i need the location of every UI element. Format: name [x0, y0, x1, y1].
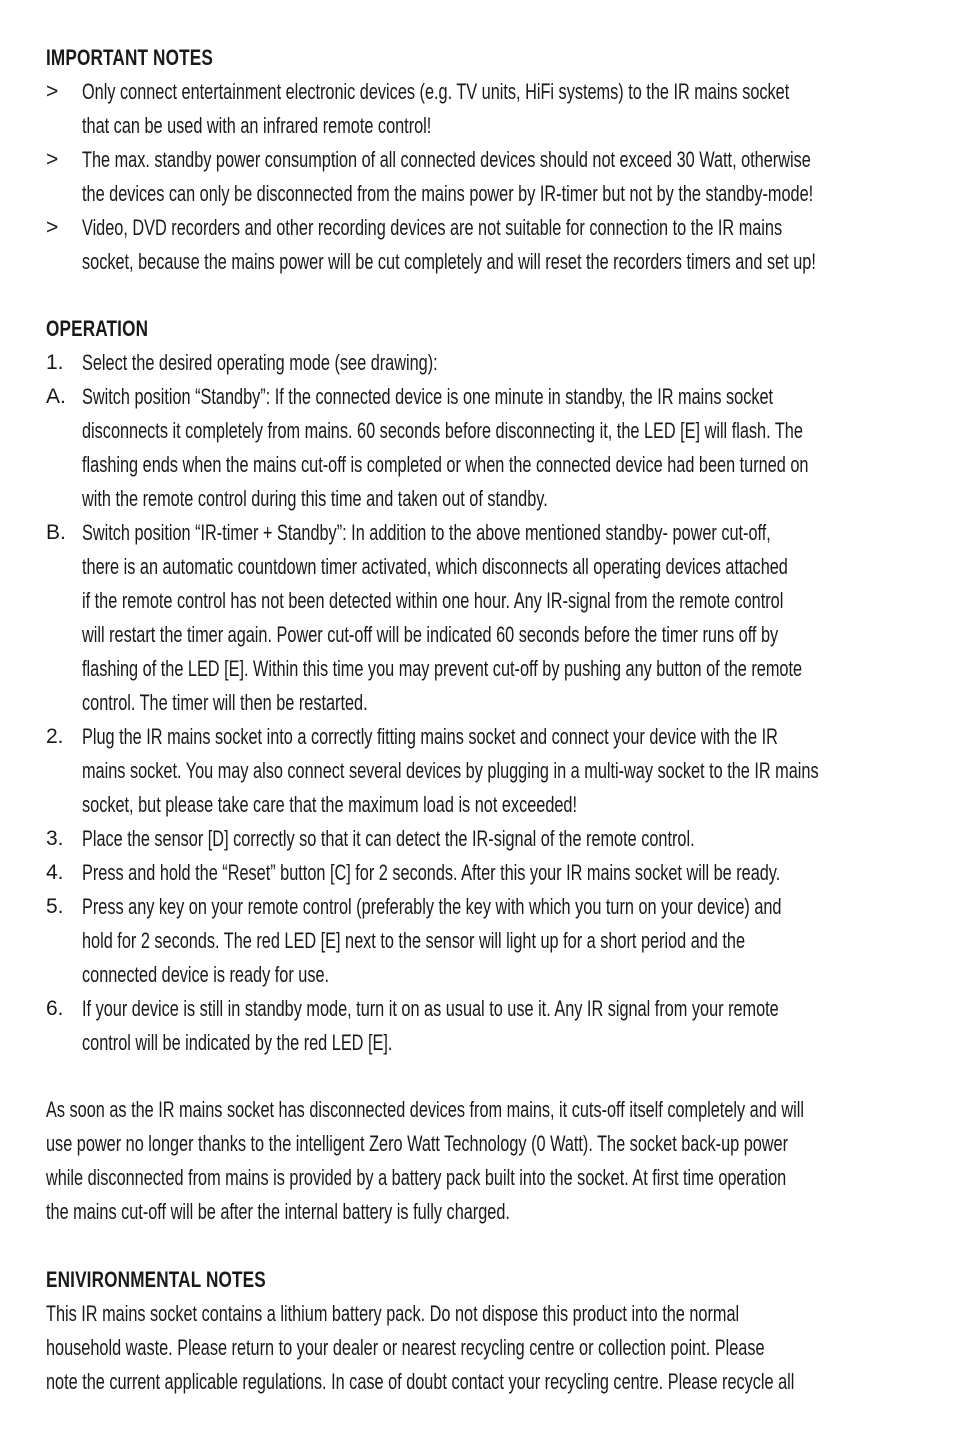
operation-heading: OPERATION — [46, 316, 149, 341]
text-line: use power no longer thanks to the intelligent Zero Watt Technology (0 Watt). The socket back-up power — [46, 1131, 789, 1156]
text-line: will restart the timer again. Power cut-off will be indicated 60 seconds before the timer runs off by — [82, 622, 779, 647]
text-line: Plug the IR mains socket into a correctly fitting mains socket and connect your device with the IR — [82, 724, 778, 749]
text-line: Switch position “IR-timer + Standby”: In addition to the above mentioned standby- power cut-off, — [82, 520, 771, 545]
list-item — [46, 856, 910, 890]
list-item — [46, 516, 910, 720]
list-marker: > — [46, 80, 59, 103]
list-marker: 1. — [46, 351, 64, 374]
list-marker: > — [46, 148, 59, 171]
list-item — [46, 890, 910, 992]
list-marker: A. — [46, 385, 66, 408]
list-marker: 5. — [46, 895, 64, 918]
text-line: household waste. Please return to your dealer or nearest recycling centre or collection point. Please — [46, 1335, 765, 1360]
text-line: As soon as the IR mains socket has disconnected devices from mains, it cuts-off itself completely and will — [46, 1097, 804, 1122]
text-line: while disconnected from mains is provided by a battery pack built into the socket. At first time operation — [46, 1165, 787, 1190]
text-line: socket, because the mains power will be cut completely and will reset the recorders timers and set up! — [82, 249, 816, 274]
section-spacer — [46, 1060, 910, 1093]
section-spacer — [46, 1229, 910, 1263]
text-line: flashing of the LED [E]. Within this time you may prevent cut-off by pushing any button of the remote — [82, 656, 803, 681]
list-item — [46, 346, 910, 380]
list-marker: B. — [46, 521, 66, 544]
text-line: Select the desired operating mode (see drawing): — [82, 350, 438, 375]
text-line: mains socket. You may also connect several devices by plugging in a multi-way socket to the IR mains — [82, 758, 819, 783]
text-line: Only connect entertainment electronic devices (e.g. TV units, HiFi systems) to the IR mains socket — [82, 79, 790, 104]
document-page — [46, 41, 910, 1399]
text-line: control. The timer will then be restarted. — [82, 690, 368, 715]
text-line: hold for 2 seconds. The red LED [E] next to the sensor will light up for a short period and the — [82, 928, 746, 953]
text-line: the mains cut-off will be after the internal battery is fully charged. — [46, 1199, 510, 1224]
list-item — [46, 380, 910, 516]
environmental-notes-paragraph — [46, 1297, 910, 1399]
text-line: The max. standby power consumption of all connected devices should not exceed 30 Watt, otherwise — [82, 147, 811, 172]
text-line: Place the sensor [D] correctly so that it can detect the IR-signal of the remote control. — [82, 826, 695, 851]
list-item — [46, 143, 910, 211]
text-line: flashing ends when the mains cut-off is completed or when the connected device had been turned on — [82, 452, 809, 477]
text-line: disconnects it completely from mains. 60 seconds before disconnecting it, the LED [E] will flash. The — [82, 418, 803, 443]
text-line: that can be used with an infrared remote control! — [82, 113, 432, 138]
text-line: there is an automatic countdown timer activated, which disconnects all operating devices attached — [82, 554, 788, 579]
list-item — [46, 720, 910, 822]
important-notes-list — [46, 75, 910, 279]
text-line: Video, DVD recorders and other recording devices are not suitable for connection to the IR mains — [82, 215, 783, 240]
text-line: If your device is still in standby mode, turn it on as usual to use it. Any IR signal from your remote — [82, 996, 779, 1021]
text-line: note the current applicable regulations. In case of doubt contact your recycling centre. Please recycle all — [46, 1369, 795, 1394]
section-spacer — [46, 279, 910, 312]
zero-watt-paragraph — [46, 1093, 910, 1229]
text-line: connected device is ready for use. — [82, 962, 330, 987]
text-line: with the remote control during this time and taken out of standby. — [82, 486, 548, 511]
list-marker: > — [46, 216, 59, 239]
text-line: Press any key on your remote control (preferably the key with which you turn on your device) and — [82, 894, 782, 919]
list-item — [46, 822, 910, 856]
text-line: Press and hold the “Reset” button [C] for 2 seconds. After this your IR mains socket will be ready. — [82, 860, 781, 885]
list-marker: 3. — [46, 827, 64, 850]
list-marker: 2. — [46, 725, 64, 748]
text-line: control will be indicated by the red LED [E]. — [82, 1030, 393, 1055]
operation-steps-list — [46, 346, 910, 1060]
text-line: socket, but please take care that the maximum load is not exceeded! — [82, 792, 578, 817]
environmental-notes-heading: ENIVIRONMENTAL NOTES — [46, 1267, 266, 1292]
important-notes-heading: IMPORTANT NOTES — [46, 45, 213, 70]
text-line: Switch position “Standby”: If the connected device is one minute in standby, the IR mains socket — [82, 384, 774, 409]
text-line: if the remote control has not been detected within one hour. Any IR-signal from the remote control — [82, 588, 784, 613]
text-line: the devices can only be disconnected from the mains power by IR-timer but not by the standby-mode! — [82, 181, 814, 206]
list-item — [46, 211, 910, 279]
text-line: This IR mains socket contains a lithium battery pack. Do not dispose this product into the normal — [46, 1301, 740, 1326]
list-item — [46, 992, 910, 1060]
list-marker: 6. — [46, 997, 64, 1020]
list-item — [46, 75, 910, 143]
list-marker: 4. — [46, 861, 64, 884]
